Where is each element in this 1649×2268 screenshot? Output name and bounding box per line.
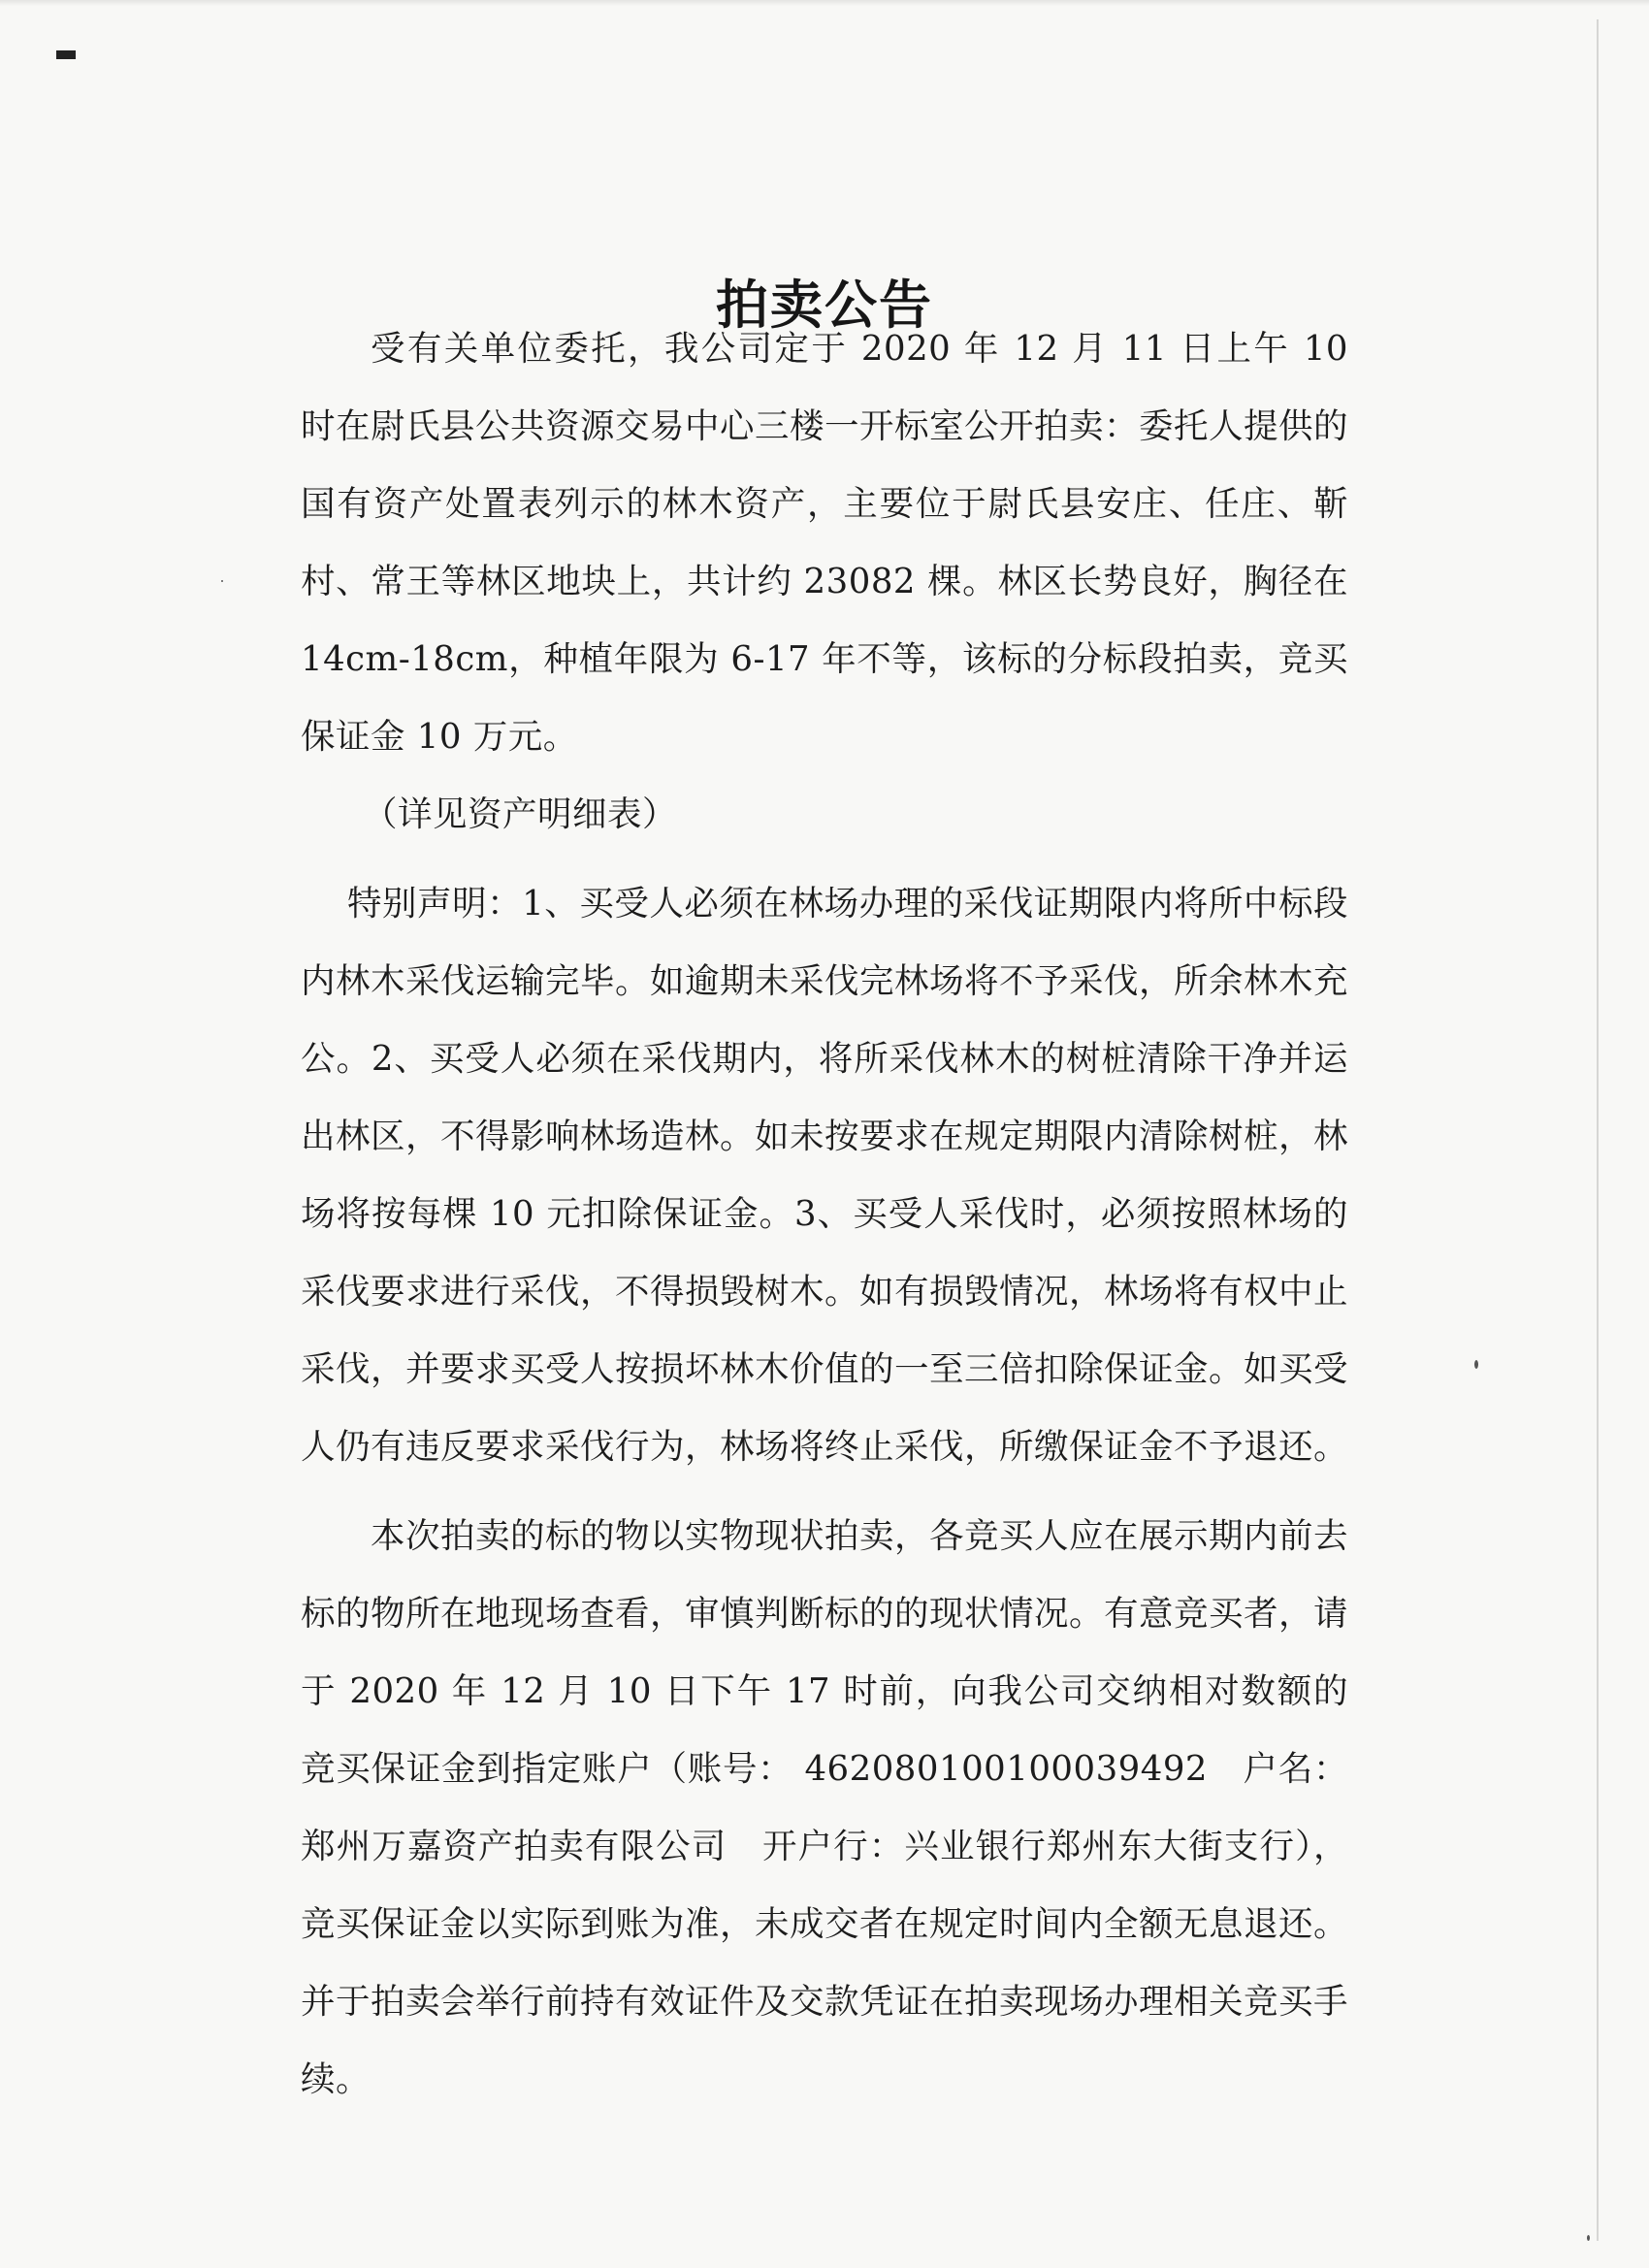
scan-speck — [1587, 2235, 1590, 2241]
paragraph-auction-details — [301, 310, 1348, 854]
scan-speck — [221, 580, 223, 582]
paragraph-bidding-instructions: 本次拍卖的标的物以实物现状拍卖，各竞买人应在展示期内前去标的物所在地现场查看，审慎判断标的的现状情况。有意竞买者，请于 2020 年 12 月 10 日下午 17 时前，向我公司交纳相对数额的竞买保证金到指定账户（账号： 462080100100039492 户名：郑州万嘉资产拍卖有限公司 开户行：兴业银行郑州东大街支行），竞买保证金以实际到账为准，未成交者在规定时间内全额无息退还。并于拍卖会举行前持有效证件及交款凭证在拍卖现场办理相关竞买手续。 — [301, 1516, 1349, 2099]
document-title: 拍卖公告 — [716, 275, 933, 337]
document-body — [301, 310, 1348, 2119]
scan-edge-right — [1597, 19, 1599, 2241]
scan-mark — [56, 50, 76, 59]
paragraph-auction-details-text: 受有关单位委托，我公司定于 2020 年 12 月 11 日上午 10 时在尉氏县公共资源交易中心三楼一开标室公开拍卖：委托人提供的国有资产处置表列示的林木资产，主要位于尉氏县安庄、任庄、靳村、常王等林区地块上，共计约 23082 棵。林区长势良好，胸径在 14cm-18cm，种植年限为 6-17 年不等，该标的分标段拍卖，竞买保证金 10 万元。 — [301, 329, 1349, 757]
paragraph-special-statement: 特别声明：1、买受人必须在林场办理的采伐证期限内将所中标段内林木采伐运输完毕。如逾期未采伐完林场将不予采伐，所余林木充公。2、买受人必须在采伐期内，将所采伐林木的树桩清除干净并运出林区，不得影响林场造林。如未按要求在规定期限内清除树桩，林场将按每棵 10 元扣除保证金。3、买受人采伐时，必须按照林场的采伐要求进行采伐，不得损毁树木。如有损毁情况，林场将有权中止采伐，并要求买受人按损坏林木价值的一至三倍扣除保证金。如买受人仍有违反要求采伐行为，林场将终止采伐，所缴保证金不予退还。 — [301, 884, 1349, 1467]
scan-edge-top — [0, 0, 1649, 6]
scan-speck — [1474, 1360, 1478, 1369]
asset-detail-note: （详见资产明细表） — [363, 794, 678, 834]
